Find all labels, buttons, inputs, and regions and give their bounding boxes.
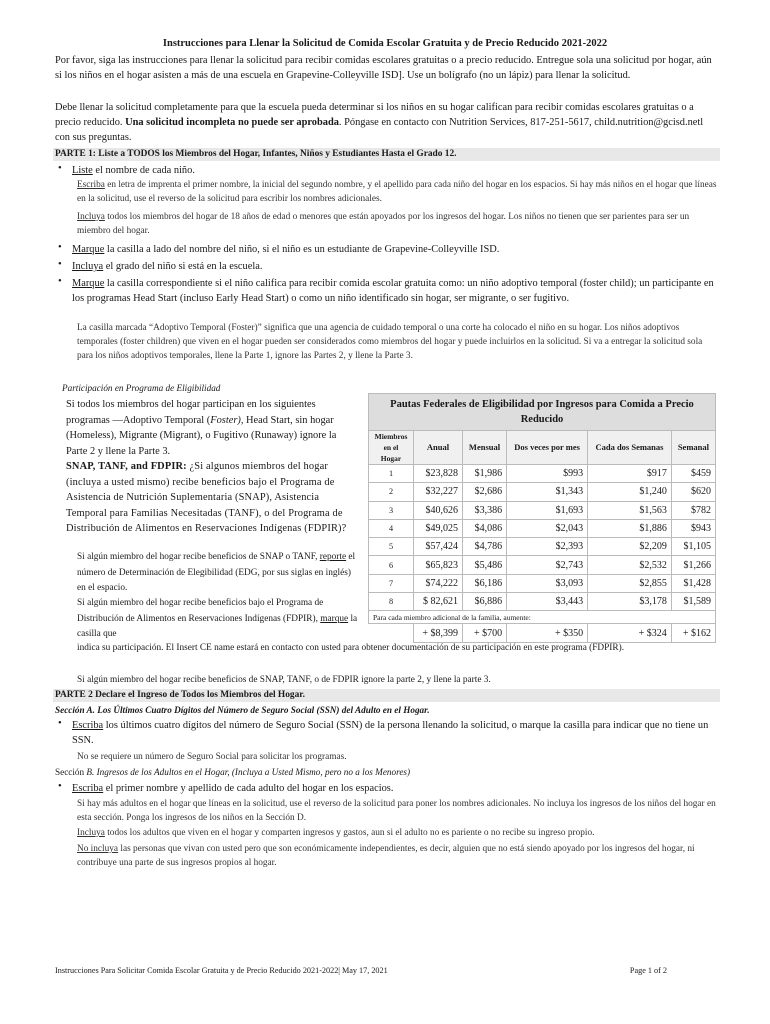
income-cell: $1,240	[588, 483, 672, 501]
bold-text: SNAP, TANF, and FDPIR:	[66, 461, 187, 472]
eligibility-heading: Participación en Programa de Eligibilidad	[62, 383, 221, 393]
underline-word: Liste	[72, 165, 93, 176]
income-cell: $620	[671, 483, 715, 501]
table-row	[369, 465, 716, 483]
bullet: •	[58, 259, 62, 270]
italic-text: B. Ingresos de los Adultos en el Hogar, (Incluya a Usted Mismo, pero no a los Menores)	[86, 767, 411, 777]
income-cell: $3,386	[462, 501, 506, 519]
table-row	[369, 574, 716, 592]
income-cell: $65,823	[414, 556, 463, 574]
income-cell: $1,693	[507, 501, 588, 519]
underline-word: Marque	[72, 278, 105, 289]
fdpir-continued: indica su participación. El Insert CE name estará en contacto con usted para obtener documentación de su participación en este programa (FDPIR).	[77, 643, 625, 653]
text: el nombre de cada niño.	[92, 165, 195, 176]
additional-annual: + $8,399	[414, 624, 463, 642]
income-cell: $40,626	[414, 501, 463, 519]
part2-heading: PARTE 2 Declare el Ingreso de Todos los Miembros del Hogar.	[53, 689, 720, 702]
p2-bullet-2	[72, 781, 717, 796]
p1-sub-2	[77, 210, 717, 238]
footer-left: Instrucciones Para Solicitar Comida Escolar Gratuita y de Precio Reducido 2021-2022| May 17, 2021	[55, 966, 388, 975]
underline-word: marque	[320, 613, 349, 624]
income-cell: $3,178	[588, 593, 672, 611]
income-cell: $23,828	[414, 465, 463, 483]
income-cell: $459	[671, 465, 715, 483]
section-b-heading	[55, 767, 410, 777]
underline-word: Incluya	[77, 828, 105, 838]
underline-word: Incluya	[77, 212, 105, 222]
income-cell: $943	[671, 519, 715, 537]
income-cell: $1,589	[671, 593, 715, 611]
text: Si algún miembro del hogar recibe beneficios bajo el Programa de Distribución de Alimentos en Reservaciones Indígenas (FDPIR),	[77, 598, 324, 624]
income-cell: $2,043	[507, 519, 588, 537]
additional-label-row	[369, 611, 716, 624]
table-row	[369, 556, 716, 574]
p2-sub-4	[77, 842, 717, 870]
additional-row	[369, 624, 716, 642]
text: en letra de imprenta el primer nombre, la inicial del segundo nombre, y el apellido para cada niño del hogar en los espacios. Si hay más niños en el hogar que líneas en la solicitud, use el reverso de la solicitud para escribir los nombres adicionales.	[77, 180, 717, 204]
text: todos los miembros del hogar de 18 años de edad o menores que están apoyados por los ingresos del hogar. Los niños no tienen que ser parientes para ser un miembro del hogar.	[77, 212, 690, 236]
income-cell: $1,343	[507, 483, 588, 501]
fdpir-paragraph	[77, 596, 359, 643]
income-cell: $1,886	[588, 519, 672, 537]
household-size-cell: 5	[369, 538, 414, 556]
text: la casilla que	[77, 613, 358, 639]
text: Si todos los miembros del hogar participan en los siguientes programas —Adoptivo Temporal (	[66, 399, 316, 426]
income-cell: $6,886	[462, 593, 506, 611]
underline-word: reporte	[319, 552, 347, 562]
income-cell: $3,443	[507, 593, 588, 611]
income-cell: $2,393	[507, 538, 588, 556]
household-size-cell: 3	[369, 501, 414, 519]
snap-skip-note: Si algún miembro del hogar recibe beneficios de SNAP, TANF, o de FDPIR ignore la parte 2, y llene la parte 3.	[77, 675, 491, 685]
text: la casilla a lado del nombre del niño, si el niño es un estudiante de Grapevine-Colleyville ISD.	[104, 244, 500, 255]
additional-twice-monthly: + $350	[507, 624, 588, 642]
intro-paragraph-1: Por favor, siga las instrucciones para llenar la solicitud para recibir comidas escolares gratuitas o a precio reducido. Entregue sola una solicitud por hogar, aún si los niños en el hogar asisten a más de una escuela en Grapevine-Colleyville ISD]. Use un bolígrafo (no un lápiz) para llenar la solicitud.	[55, 55, 712, 81]
header-monthly: Mensual	[462, 431, 506, 465]
text: todos los adultos que viven en el hogar y comparten ingresos y gastos, aun si el adulto no es pariente o no recibe su ingreso propio.	[104, 828, 595, 838]
income-cell: $2,532	[588, 556, 672, 574]
p1-bullet-1	[72, 163, 717, 178]
income-cell: $2,743	[507, 556, 588, 574]
table-row	[369, 538, 716, 556]
text: el primer nombre y apellido de cada adulto del hogar en los espacios.	[103, 783, 394, 794]
table-row	[369, 501, 716, 519]
table-row	[369, 519, 716, 537]
intro-paragraph-2	[55, 100, 715, 145]
underline-word: Escriba	[72, 783, 104, 794]
additional-weekly: + $162	[671, 624, 715, 642]
table-title-row	[369, 394, 716, 431]
additional-monthly: + $700	[462, 624, 506, 642]
income-cell: $1,563	[588, 501, 672, 519]
text: Si algún miembro del hogar recibe beneficios de SNAP o TANF,	[77, 552, 320, 562]
income-cell: $32,227	[414, 483, 463, 501]
household-size-cell: 8	[369, 593, 414, 611]
household-size-cell: 6	[369, 556, 414, 574]
table-title: Pautas Federales de Eligibilidad por Ingresos para Comida a Precio Reducido	[369, 394, 716, 431]
p1-bullet-4	[72, 276, 717, 306]
income-cell: $4,786	[462, 538, 506, 556]
bullet: •	[58, 242, 62, 253]
underline-word: Escriba	[77, 180, 105, 190]
income-cell: $2,855	[588, 574, 672, 592]
text: las personas que vivan con usted pero que son económicamente independientes, es decir, alguien que no está siendo apoyado por los ingresos del hogar, ni contribuye una parte de sus ingresos propios al hogar.	[77, 844, 695, 868]
income-cell: $6,186	[462, 574, 506, 592]
text: los últimos cuatro dígitos del número de Seguro Social (SSN) de la persona llenando la solicitud, o marque la casilla para indicar que no tiene un SSN.	[72, 720, 709, 746]
snap-paragraph	[66, 459, 356, 537]
text: el grado del niño si está en la escuela.	[103, 261, 263, 272]
text: Head Start, sin hogar (Homeless), Migrante (Migrant), o Fugitivo (Runaway) ignore la Parte 2 y llene la Parte 3.	[66, 414, 337, 457]
p2-bullet-1	[72, 718, 717, 748]
income-cell: $993	[507, 465, 588, 483]
text: la casilla correspondiente si el niño califica para recibir comida escolar gratuita como: un niño adoptivo temporal (foster child); un participante en los programas Head Start (incluso Early Head Start) o como un niño identificado sin hogar, ser migrante, o ser fugitivo.	[72, 278, 714, 304]
income-cell: $1,428	[671, 574, 715, 592]
section-a-heading: Sección A. Los Últimos Cuatro Dígitos del Número de Seguro Social (SSN) del Adulto en el Hogar.	[55, 705, 430, 715]
table-row	[369, 483, 716, 501]
income-cell: $1,105	[671, 538, 715, 556]
household-size-cell: 4	[369, 519, 414, 537]
income-cell: $3,093	[507, 574, 588, 592]
table-header-row	[369, 431, 716, 465]
income-cell: $1,986	[462, 465, 506, 483]
footer-page-number: Page 1 of 2	[629, 966, 667, 975]
intro2-contact: . Póngase en contacto con Nutrition Services, 817-251-5617, child.nutrition@gcisd.netl con sus preguntas.	[55, 117, 704, 143]
income-cell: $5,486	[462, 556, 506, 574]
header-household: Miembros en el Hogar	[369, 431, 414, 465]
bullet: •	[58, 276, 62, 287]
income-cell: $917	[588, 465, 672, 483]
text: ¿Si algunos miembros del hogar (incluya a usted mismo) recibe beneficios bajo el Programa de Asistencia de Nutrición Suplementaria (SNAP), Asistencia Temporal para Familias Necesitadas (TANF), o del Programa de Distribución de Alimentos en Reservaciones Indígenas (FDPIR)?	[66, 461, 347, 534]
p2-sub-3	[77, 826, 717, 840]
p1-bullet-3	[72, 259, 717, 274]
additional-label: Para cada miembro adicional de la familia, aumente:	[369, 611, 716, 624]
page-title: Instrucciones para Llenar la Solicitud de Comida Escolar Gratuita y de Precio Reducido 2021-2022	[162, 38, 608, 49]
intro2-text: Debe llenar la solicitud completamente para que la escuela pueda determinar si los niños en su hogar califican para recibir comidas escolares gratuitas o a precio reducido.	[55, 102, 694, 128]
income-cell: $4,086	[462, 519, 506, 537]
empty-cell	[369, 624, 414, 642]
income-cell: $74,222	[414, 574, 463, 592]
household-size-cell: 7	[369, 574, 414, 592]
intro2-bold: Una solicitud incompleta no puede ser aprobada	[125, 117, 339, 128]
header-twice-monthly: Dos veces por mes	[507, 431, 588, 465]
part1-heading: PARTE 1: Liste a TODOS los Miembros del Hogar, Infantes, Niños y Estudiantes Hasta el Grado 12.	[53, 148, 720, 161]
snap-sub-paragraph	[77, 550, 359, 597]
bullet: •	[58, 163, 62, 174]
table-body	[369, 465, 716, 611]
income-eligibility-table	[368, 393, 716, 643]
header-biweekly: Cada dos Semanas	[588, 431, 672, 465]
income-cell: $2,209	[588, 538, 672, 556]
p2-sub-1: No se requiere un número de Seguro Social para solicitar los programas.	[77, 752, 347, 762]
bullet: •	[58, 781, 62, 792]
table-row	[369, 593, 716, 611]
eligibility-paragraph	[66, 397, 356, 459]
underline-word: No incluya	[77, 844, 119, 854]
p1-bullet-2	[72, 242, 717, 257]
additional-biweekly: + $324	[588, 624, 672, 642]
text: el número de Determinación de Elegibilidad (EDG, por sus siglas en inglés) en el espacio.	[77, 552, 356, 593]
household-size-cell: 1	[369, 465, 414, 483]
household-size-cell: 2	[369, 483, 414, 501]
p2-sub-2: Si hay más adultos en el hogar que líneas en la solicitud, use el reverso de la solicitud para poner los nombres adicionales. No incluya los ingresos de los niños del hogar en esta sección. Ponga los ingresos de los niños en la Sección D.	[77, 799, 716, 823]
header-weekly: Semanal	[671, 431, 715, 465]
underline-word: Incluya	[72, 261, 104, 272]
p1-sub-1	[77, 178, 717, 206]
income-cell: $57,424	[414, 538, 463, 556]
income-cell: $ 82,621	[414, 593, 463, 611]
underline-word: Escriba	[72, 720, 104, 731]
header-annual: Anual	[414, 431, 463, 465]
bullet: •	[58, 718, 62, 729]
income-cell: $2,686	[462, 483, 506, 501]
income-cell: $782	[671, 501, 715, 519]
p1-sub-3: La casilla marcada “Adoptivo Temporal (Foster)” significa que una agencia de cuidado temporal o una corte ha colocado el niño en su hogar. Los niños adoptivos temporales (foster children) que viven en el hogar pueden ser considerados como miembros del hogar y puede incluirlos en la solicitud. Si va a entregar la solicitud sola para los niños adoptivos temporales, llene la Parte 1, ignore las Partes 2, y llene la Parte 3.	[77, 323, 703, 361]
income-cell: $1,266	[671, 556, 715, 574]
income-cell: $49,025	[414, 519, 463, 537]
italic-text: Foster),	[210, 414, 244, 426]
text: Sección	[55, 767, 87, 777]
underline-word: Marque	[72, 244, 105, 255]
